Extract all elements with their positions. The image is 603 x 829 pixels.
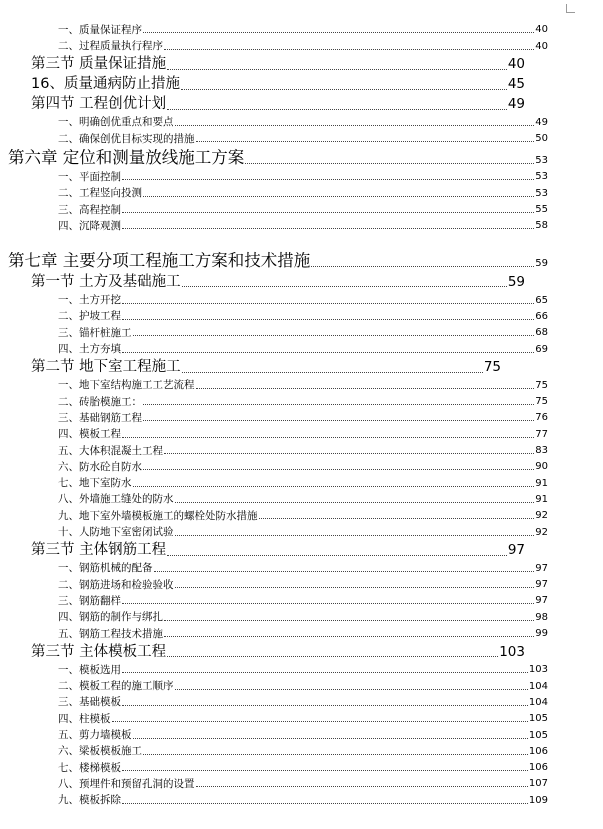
dot-leader — [167, 69, 507, 70]
toc-page-number: 103 — [499, 643, 525, 660]
toc-page-number: 99 — [535, 628, 548, 640]
toc-page-number: 106 — [528, 745, 548, 757]
toc-entry-title: 一、土方开挖 — [58, 294, 121, 307]
dot-leader — [175, 587, 535, 588]
toc-page-number: 49 — [535, 116, 548, 128]
dot-leader — [164, 636, 534, 637]
dot-leader — [122, 303, 534, 304]
margin-corner-marker — [566, 4, 575, 13]
toc-section-entry[interactable] — [0, 538, 525, 558]
dot-leader — [181, 89, 507, 90]
dot-leader — [122, 672, 528, 673]
toc-entry-title: 三、锚杆桩施工 — [58, 326, 132, 339]
toc-item-entry[interactable] — [0, 708, 548, 724]
toc-entry-title: 四、钢筋的制作与绑扎 — [58, 611, 163, 624]
dot-leader — [175, 125, 535, 126]
toc-item-entry[interactable] — [0, 407, 548, 423]
toc-page-number: 45 — [507, 76, 525, 93]
toc-section-entry[interactable] — [0, 639, 525, 659]
dot-leader — [143, 420, 534, 421]
toc-item-entry[interactable] — [0, 659, 548, 675]
toc-item-entry[interactable] — [0, 789, 548, 805]
toc-page-number: 109 — [528, 794, 548, 806]
toc-entry-title: 一、模板选用 — [58, 663, 121, 676]
toc-item-entry[interactable] — [0, 489, 548, 505]
dot-leader — [143, 754, 528, 755]
dot-leader — [311, 266, 534, 267]
dot-leader — [167, 656, 498, 657]
toc-page-number: 90 — [535, 461, 548, 473]
toc-page-number: 104 — [528, 696, 548, 708]
toc-section-entry[interactable] — [0, 52, 525, 72]
toc-entry-title: 八、预埋件和预留孔洞的设置 — [58, 777, 195, 790]
toc-entry-title: 第三节 质量保证措施 — [31, 56, 167, 73]
toc-entry-title: 16、质量通病防止措施 — [31, 76, 180, 93]
toc-item-entry[interactable] — [0, 289, 548, 305]
toc-entry-title: 一、质量保证程序 — [58, 23, 142, 36]
toc-page-number: 40 — [507, 56, 525, 73]
toc-section-entry[interactable] — [0, 269, 525, 289]
toc-entry-title: 第一节 土方及基础施工 — [31, 273, 181, 290]
toc-page-number: 105 — [528, 713, 548, 725]
toc-chapter-entry[interactable] — [0, 247, 548, 269]
toc-entry-title: 三、钢筋翻样 — [58, 594, 121, 607]
toc-entry-title: 第三节 主体模板工程 — [31, 643, 167, 660]
dot-leader — [143, 32, 534, 33]
toc-entry-title: 三、基础模板 — [58, 696, 121, 709]
toc-page-number: 97 — [507, 542, 525, 559]
toc-section-entry[interactable] — [0, 72, 525, 92]
toc-item-entry[interactable] — [0, 675, 548, 691]
toc-entry-title: 第三节 主体钢筋工程 — [31, 542, 167, 559]
toc-page-number: 98 — [535, 611, 548, 623]
toc-page-number: 40 — [535, 24, 548, 36]
toc-item-entry[interactable] — [0, 375, 548, 391]
toc-item-entry[interactable] — [0, 724, 548, 740]
toc-page-number: 40 — [535, 40, 548, 52]
toc-entry-title: 一、地下室结构施工工艺流程 — [58, 379, 195, 392]
toc-item-entry[interactable] — [0, 338, 548, 354]
toc-entry-title: 五、钢筋工程技术措施 — [58, 627, 163, 640]
toc-page-number: 59 — [507, 273, 525, 290]
toc-page-number: 75 — [535, 396, 548, 408]
toc-page-number: 55 — [535, 204, 548, 216]
toc-item-entry[interactable] — [0, 773, 548, 789]
toc-item-entry[interactable] — [0, 440, 548, 456]
toc-entry-title: 三、基础钢筋工程 — [58, 411, 142, 424]
dot-leader — [122, 705, 528, 706]
toc-entry-title: 二、过程质量执行程序 — [58, 40, 163, 53]
toc-entry-title: 一、平面控制 — [58, 170, 121, 183]
toc-entry-title: 第四节 工程创优计划 — [31, 96, 167, 113]
toc-page-number: 107 — [528, 778, 548, 790]
toc-section-entry[interactable] — [0, 92, 525, 112]
toc-page-number: 68 — [535, 327, 548, 339]
dot-leader — [112, 721, 528, 722]
toc-item-entry[interactable] — [0, 166, 548, 182]
toc-entry-title: 八、外墙施工缝处的防水 — [58, 493, 174, 506]
dot-leader — [133, 738, 528, 739]
toc-page-number: 106 — [528, 762, 548, 774]
toc-page-number: 50 — [535, 133, 548, 145]
dot-leader — [182, 286, 507, 287]
toc-chapter-entry[interactable] — [0, 144, 548, 166]
toc-entry-title: 九、地下室外墙模板施工的螺栓处防水措施 — [58, 509, 258, 522]
toc-entry-title: 二、工程竖向投测 — [58, 187, 142, 200]
toc-entry-title: 二、护坡工程 — [58, 310, 121, 323]
toc-entry-title: 二、砖胎模施工： — [58, 395, 142, 408]
dot-leader — [122, 437, 534, 438]
toc-item-entry[interactable] — [0, 757, 548, 773]
toc-entry-title: 第六章 定位和测量放线施工方案 — [8, 147, 245, 167]
toc-item-entry[interactable] — [0, 199, 548, 215]
dot-leader — [143, 469, 534, 470]
toc-item-entry[interactable] — [0, 558, 548, 574]
toc-entry-title: 三、高程控制 — [58, 203, 121, 216]
dot-leader — [164, 453, 534, 454]
toc-entry-title: 第二节 地下室工程施工 — [31, 359, 181, 376]
dot-leader — [122, 319, 534, 320]
dot-leader — [122, 179, 534, 180]
toc-item-entry[interactable] — [0, 521, 548, 537]
toc-item-entry[interactable] — [0, 19, 548, 35]
toc-entry-title: 六、梁板模板施工 — [58, 745, 142, 758]
toc-page-number: 53 — [535, 187, 548, 199]
toc-item-entry[interactable] — [0, 590, 548, 606]
dot-leader — [154, 571, 535, 572]
toc-item-entry[interactable] — [0, 741, 548, 757]
toc-page-number: 53 — [535, 155, 548, 167]
dot-leader — [245, 163, 534, 164]
dot-leader — [196, 786, 528, 787]
toc-page-number: 91 — [535, 477, 548, 489]
dot-leader — [122, 770, 528, 771]
toc-entry-title: 第七章 主要分项工程施工方案和技术措施 — [8, 250, 311, 270]
toc-entry-title: 四、沉降观测 — [58, 219, 121, 232]
toc-entry-title: 二、钢筋进场和检验验收 — [58, 578, 174, 591]
toc-page-number: 91 — [535, 493, 548, 505]
toc-page-number: 59 — [535, 258, 548, 270]
toc-item-entry[interactable] — [0, 306, 548, 322]
dot-leader — [133, 335, 535, 336]
toc-page-number: 83 — [535, 445, 548, 457]
toc-entry-title: 四、模板工程 — [58, 428, 121, 441]
toc-page-number: 49 — [507, 96, 525, 113]
toc-entry-title: 一、明确创优重点和要点 — [58, 116, 174, 129]
toc-page-number: 75 — [535, 379, 548, 391]
dot-leader — [175, 689, 528, 690]
toc-entry-title: 四、柱模板 — [58, 712, 111, 725]
toc-item-entry[interactable] — [0, 505, 548, 521]
toc-entry-title: 四、土方夯填 — [58, 343, 121, 356]
toc-item-entry[interactable] — [0, 215, 548, 231]
toc-entry-title: 九、模板拆除 — [58, 794, 121, 807]
toc-item-entry[interactable] — [0, 112, 548, 128]
toc-entry-title: 七、地下室防水 — [58, 477, 132, 490]
dot-leader — [122, 803, 528, 804]
toc-entry-title: 五、剪力墙模板 — [58, 729, 132, 741]
dot-leader — [164, 620, 534, 621]
toc-section-entry[interactable] — [0, 355, 501, 375]
toc-item-entry[interactable] — [0, 423, 548, 439]
dot-leader — [143, 196, 534, 197]
toc-item-entry[interactable] — [0, 606, 548, 622]
dot-leader — [259, 518, 535, 519]
toc-page-number: 77 — [535, 428, 548, 440]
toc-page-number: 104 — [528, 680, 548, 692]
dot-leader — [143, 404, 534, 405]
dot-leader — [122, 228, 534, 229]
toc-page-number: 97 — [535, 562, 548, 574]
toc-page-number: 92 — [535, 526, 548, 538]
toc-item-entry[interactable] — [0, 182, 548, 198]
toc-item-entry[interactable] — [0, 456, 548, 472]
toc-entry-title: 一、钢筋机械的配备 — [58, 562, 153, 575]
dot-leader — [196, 141, 535, 142]
toc-page-number: 75 — [483, 359, 501, 376]
toc-entry-title: 七、楼梯模板 — [58, 761, 121, 774]
toc-item-entry[interactable] — [0, 128, 548, 144]
toc-page-number: 97 — [535, 595, 548, 607]
dot-leader — [133, 486, 535, 487]
toc-page-number: 69 — [535, 343, 548, 355]
dot-leader — [182, 372, 483, 373]
dot-leader — [122, 352, 534, 353]
toc-page-number: 76 — [535, 412, 548, 424]
dot-leader — [175, 502, 535, 503]
dot-leader — [175, 535, 535, 536]
toc-item-entry[interactable] — [0, 574, 548, 590]
toc-item-entry[interactable] — [0, 623, 548, 639]
toc-item-entry[interactable] — [0, 391, 548, 407]
toc-item-entry[interactable] — [0, 472, 548, 488]
table-of-contents — [0, 19, 603, 806]
toc-entry-title: 二、模板工程的施工顺序 — [58, 680, 174, 693]
dot-leader — [167, 555, 507, 556]
toc-item-entry[interactable] — [0, 322, 548, 338]
dot-leader — [167, 109, 507, 110]
dot-leader — [122, 603, 534, 604]
toc-page-number: 53 — [535, 171, 548, 183]
toc-page-number: 66 — [535, 310, 548, 322]
toc-entry-title: 二、确保创优目标实现的措施 — [58, 132, 195, 145]
toc-item-entry[interactable] — [0, 35, 548, 51]
dot-leader — [122, 212, 534, 213]
toc-entry-title: 十、人防地下室密闭试验 — [58, 526, 174, 539]
toc-page-number: 103 — [528, 664, 548, 676]
toc-item-entry[interactable] — [0, 692, 548, 708]
toc-page-number: 58 — [535, 220, 548, 232]
toc-page-number: 65 — [535, 294, 548, 306]
toc-page-number: 105 — [528, 729, 548, 741]
dot-leader — [164, 49, 534, 50]
toc-page-number: 92 — [535, 510, 548, 522]
toc-entry-title: 六、防水砼自防水 — [58, 460, 142, 473]
dot-leader — [196, 388, 535, 389]
toc-page-number: 97 — [535, 579, 548, 591]
toc-entry-title: 五、大体积混凝土工程 — [58, 444, 163, 457]
